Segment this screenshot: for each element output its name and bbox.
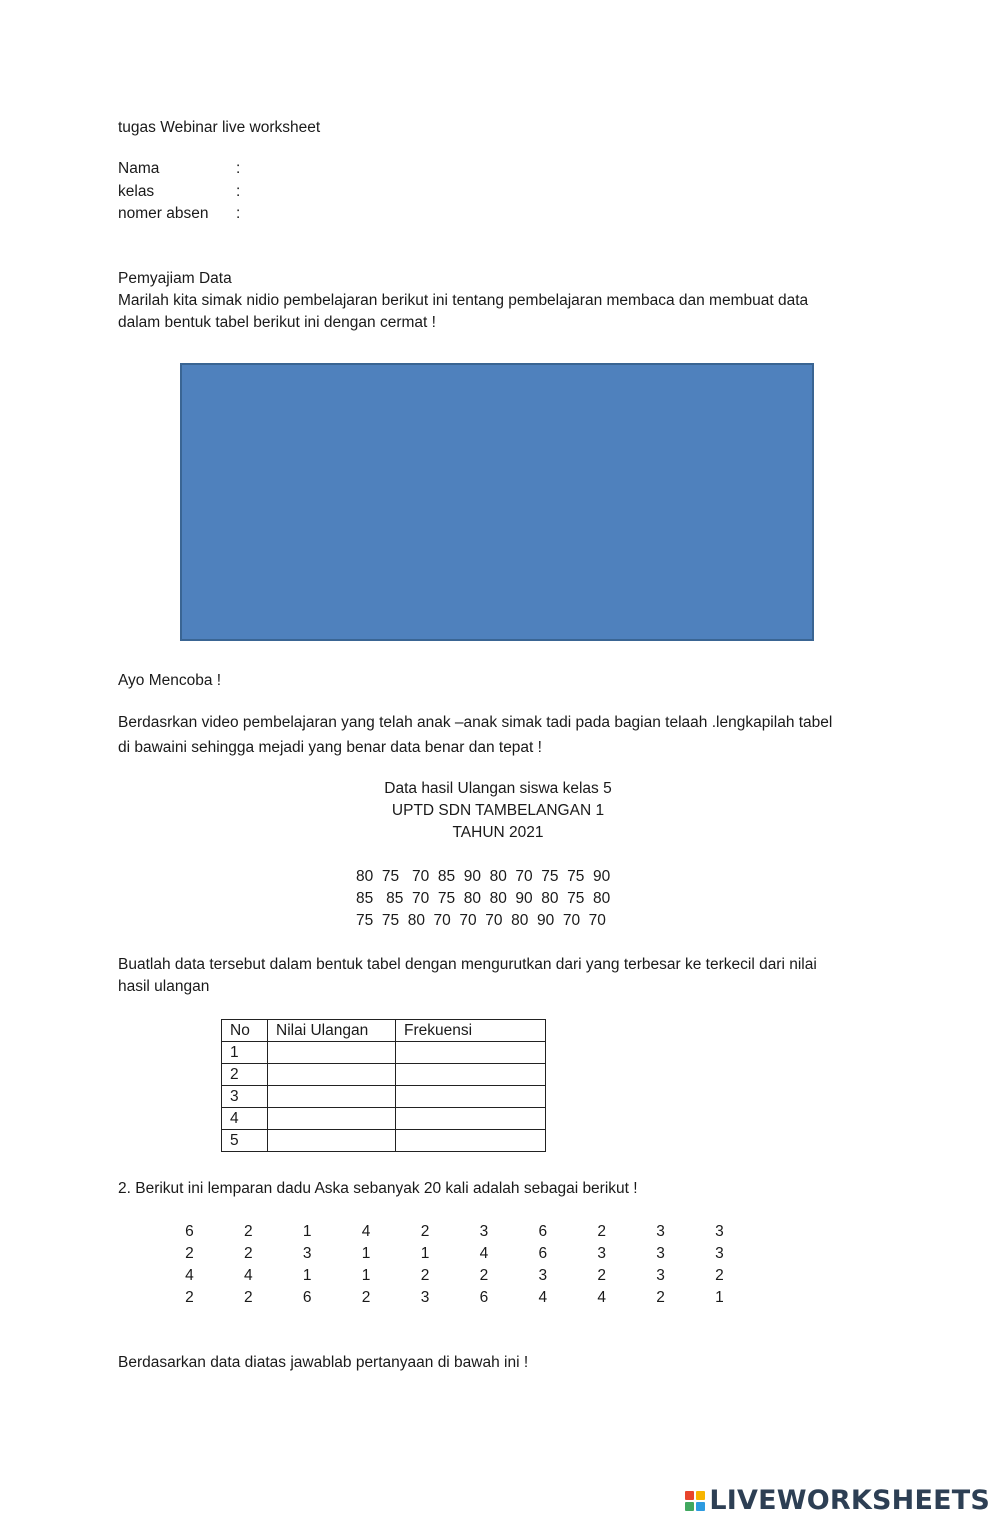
dice-row [160, 1221, 749, 1243]
field-nama [118, 158, 240, 180]
closing-text: Berdasarkan data diatas jawablab pertanyaan di bawah ini ! [118, 1354, 529, 1371]
dice-value: 6 [538, 1245, 548, 1262]
dice-value: 3 [479, 1223, 489, 1240]
row-number: 2 [222, 1064, 268, 1086]
data-title-line: Data hasil Ulangan siswa kelas 5 [384, 780, 612, 797]
dice-value: 3 [420, 1289, 430, 1306]
intro-text-line: dalam bentuk tabel berikut ini dengan cermat ! [118, 314, 436, 331]
dice-value: 3 [302, 1245, 312, 1262]
field-label: Nama [118, 160, 160, 177]
table-row [222, 1086, 546, 1108]
field-separator: : [236, 205, 241, 222]
dice-value: 2 [597, 1267, 606, 1284]
dice-value: 3 [538, 1267, 548, 1284]
score-row: 75 75 80 70 70 70 80 90 70 70 [356, 912, 606, 929]
instruction-line: Buatlah data tersebut dalam bentuk tabel dengan mengurutkan dari yang terbesar ke terkecil dari nilai [118, 956, 817, 973]
frekuensi-input-cell[interactable] [396, 1064, 546, 1086]
video-placeholder[interactable] [180, 363, 814, 641]
table-row [222, 1042, 546, 1064]
activity-heading: Ayo Mencoba ! [118, 672, 222, 689]
logo-blocks-icon [685, 1491, 705, 1511]
row-number: 5 [222, 1130, 268, 1152]
dice-value: 2 [361, 1289, 371, 1306]
table-row [222, 1108, 546, 1130]
worksheet-title: tugas Webinar live worksheet [118, 119, 321, 136]
dice-value: 1 [361, 1267, 371, 1284]
row-number: 4 [222, 1108, 268, 1130]
dice-value: 2 [597, 1223, 606, 1240]
dice-value: 4 [479, 1245, 489, 1262]
dice-value: 6 [479, 1289, 489, 1306]
dice-value: 2 [185, 1289, 194, 1306]
header-nilai: Nilai Ulangan [268, 1020, 396, 1042]
activity-text-line: di bawaini sehingga mejadi yang benar data benar dan tepat ! [118, 739, 542, 756]
section-heading: Pemyajiam Data [118, 270, 232, 287]
dice-value: 4 [361, 1223, 371, 1240]
score-row: 85 85 70 75 80 80 90 80 75 80 [356, 890, 611, 907]
dice-value: 1 [302, 1267, 312, 1284]
dice-value: 2 [244, 1289, 253, 1306]
table-row [222, 1064, 546, 1086]
activity-text-line: Berdasrkan video pembelajaran yang telah anak –anak simak tadi pada bagian telaah .lengkapilah tabel [118, 714, 833, 731]
dice-value: 2 [244, 1223, 253, 1240]
dice-value: 2 [185, 1245, 194, 1262]
instruction-line: hasil ulangan [118, 978, 210, 995]
table-row [222, 1130, 546, 1152]
dice-value: 4 [597, 1289, 606, 1306]
header-no: No [222, 1020, 268, 1042]
dice-value: 3 [656, 1245, 665, 1262]
nilai-input-cell[interactable] [268, 1064, 396, 1086]
dice-value: 1 [302, 1223, 312, 1240]
field-kelas [118, 181, 240, 203]
nilai-input-cell[interactable] [268, 1042, 396, 1064]
dice-value: 2 [715, 1267, 724, 1284]
dice-value: 6 [302, 1289, 312, 1306]
row-number: 1 [222, 1042, 268, 1064]
data-title-line: UPTD SDN TAMBELANGAN 1 [391, 802, 605, 819]
dice-value: 3 [656, 1267, 665, 1284]
nilai-input-cell[interactable] [268, 1130, 396, 1152]
dice-value: 4 [538, 1289, 548, 1306]
field-label: kelas [118, 183, 155, 200]
nilai-input-cell[interactable] [268, 1086, 396, 1108]
dice-value: 2 [420, 1223, 430, 1240]
score-data [356, 866, 610, 932]
frekuensi-input-cell[interactable] [396, 1130, 546, 1152]
dice-value: 2 [479, 1267, 489, 1284]
dice-row [160, 1287, 749, 1309]
dice-data [160, 1221, 749, 1309]
frekuensi-input-cell[interactable] [396, 1042, 546, 1064]
frequency-table [221, 1019, 546, 1152]
field-label: nomer absen [118, 205, 209, 222]
dice-value: 3 [715, 1223, 724, 1240]
dice-value: 2 [420, 1267, 430, 1284]
score-row: 80 75 70 85 90 80 70 75 75 90 [356, 868, 611, 885]
field-nomer-absen [118, 203, 240, 225]
dice-value: 1 [361, 1245, 371, 1262]
field-separator: : [236, 183, 241, 200]
dice-value: 3 [656, 1223, 665, 1240]
dice-value: 4 [244, 1267, 253, 1284]
dice-row [160, 1265, 749, 1287]
liveworksheets-logo[interactable] [685, 1485, 990, 1516]
nilai-input-cell[interactable] [268, 1108, 396, 1130]
dice-value: 1 [715, 1289, 724, 1306]
row-number: 3 [222, 1086, 268, 1108]
table-header-row [222, 1020, 546, 1042]
dice-value: 1 [420, 1245, 430, 1262]
dice-value: 4 [185, 1267, 194, 1284]
dice-value: 3 [597, 1245, 606, 1262]
dice-value: 2 [244, 1245, 253, 1262]
dice-value: 6 [185, 1223, 194, 1240]
field-separator: : [236, 160, 241, 177]
intro-text-line: Marilah kita simak nidio pembelajaran berikut ini tentang pembelajaran membaca dan membuat data [118, 292, 809, 309]
dice-value: 2 [656, 1289, 665, 1306]
dice-row [160, 1243, 749, 1265]
dice-value: 6 [538, 1223, 548, 1240]
question-2: 2. Berikut ini lemparan dadu Aska sebanyak 20 kali adalah sebagai berikut ! [118, 1180, 638, 1197]
header-frekuensi: Frekuensi [396, 1020, 546, 1042]
dice-value: 3 [715, 1245, 724, 1262]
data-title-line: TAHUN 2021 [452, 824, 544, 841]
logo-text: LIVEWORKSHEETS [709, 1485, 990, 1516]
frekuensi-input-cell[interactable] [396, 1108, 546, 1130]
frekuensi-input-cell[interactable] [396, 1086, 546, 1108]
